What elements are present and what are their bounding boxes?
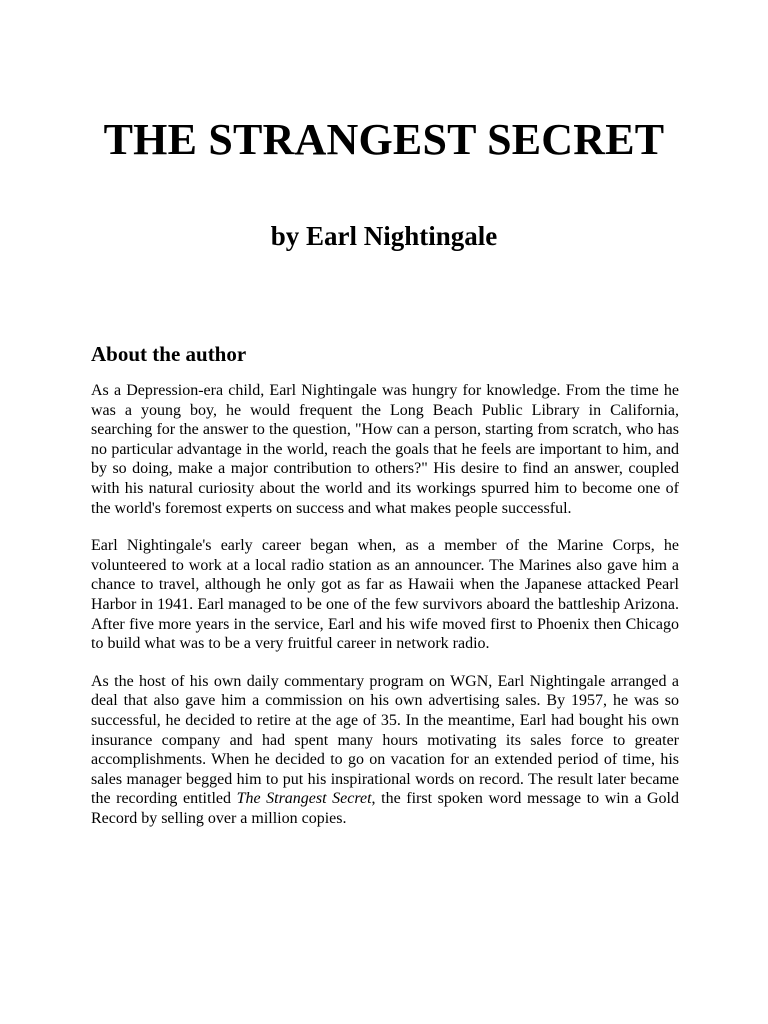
- paragraph-3-text-start: As the host of his own daily commentary program on WGN, Earl Nightingale arranged a deal that also gave him a commission on his own advertising sales. By 1957, he was so successful, he decided to retire at the age of 35. In the meantime, Earl had bought his own insurance company and had spent many hours motivating its sales force to greater accomplishments. When he decided to go on vacation for an extended period of time, his sales manager begged him to put his inspirational words on record. The result later became the recording entitled: [91, 672, 679, 808]
- paragraph-1: As a Depression-era child, Earl Nightingale was hungry for knowledge. From the time he was a young boy, he would frequent the Long Beach Public Library in California, searching for the answer to the question, "How can a person, starting from scratch, who has no particular advantage in the world, reach the goals that he feels are important to him, and by so doing, make a major contribution to others?" His desire to find an answer, coupled with his natural curiosity about the world and its workings spurred him to become one of the world's foremost experts on success and what makes people successful.: [91, 382, 679, 517]
- recording-title: The Strangest Secret: [236, 790, 372, 808]
- paragraph-3-text-end: , the first spoken word message to win a Gold Record by selling over a million copies.: [91, 790, 680, 827]
- author-byline: by Earl Nightingale: [270, 221, 498, 251]
- paragraph-3: [91, 672, 679, 829]
- document-title: THE STRANGEST SECRET: [103, 115, 665, 164]
- about-author-section: [91, 339, 679, 846]
- paragraph-2: Earl Nightingale's early career began when, as a member of the Marine Corps, he volunteered to work at a local radio station as an announcer. The Marines also gave him a chance to travel, although he only got as far as Hawaii when the Japanese attacked Pearl Harbor in 1941. Earl managed to be one of the few survivors aboard the battleship Arizona. After five more years in the service, Earl and his wife moved first to Phoenix then Chicago to build what was to be a very fruitful career in network radio.: [91, 537, 679, 653]
- section-heading: About the author: [91, 342, 247, 366]
